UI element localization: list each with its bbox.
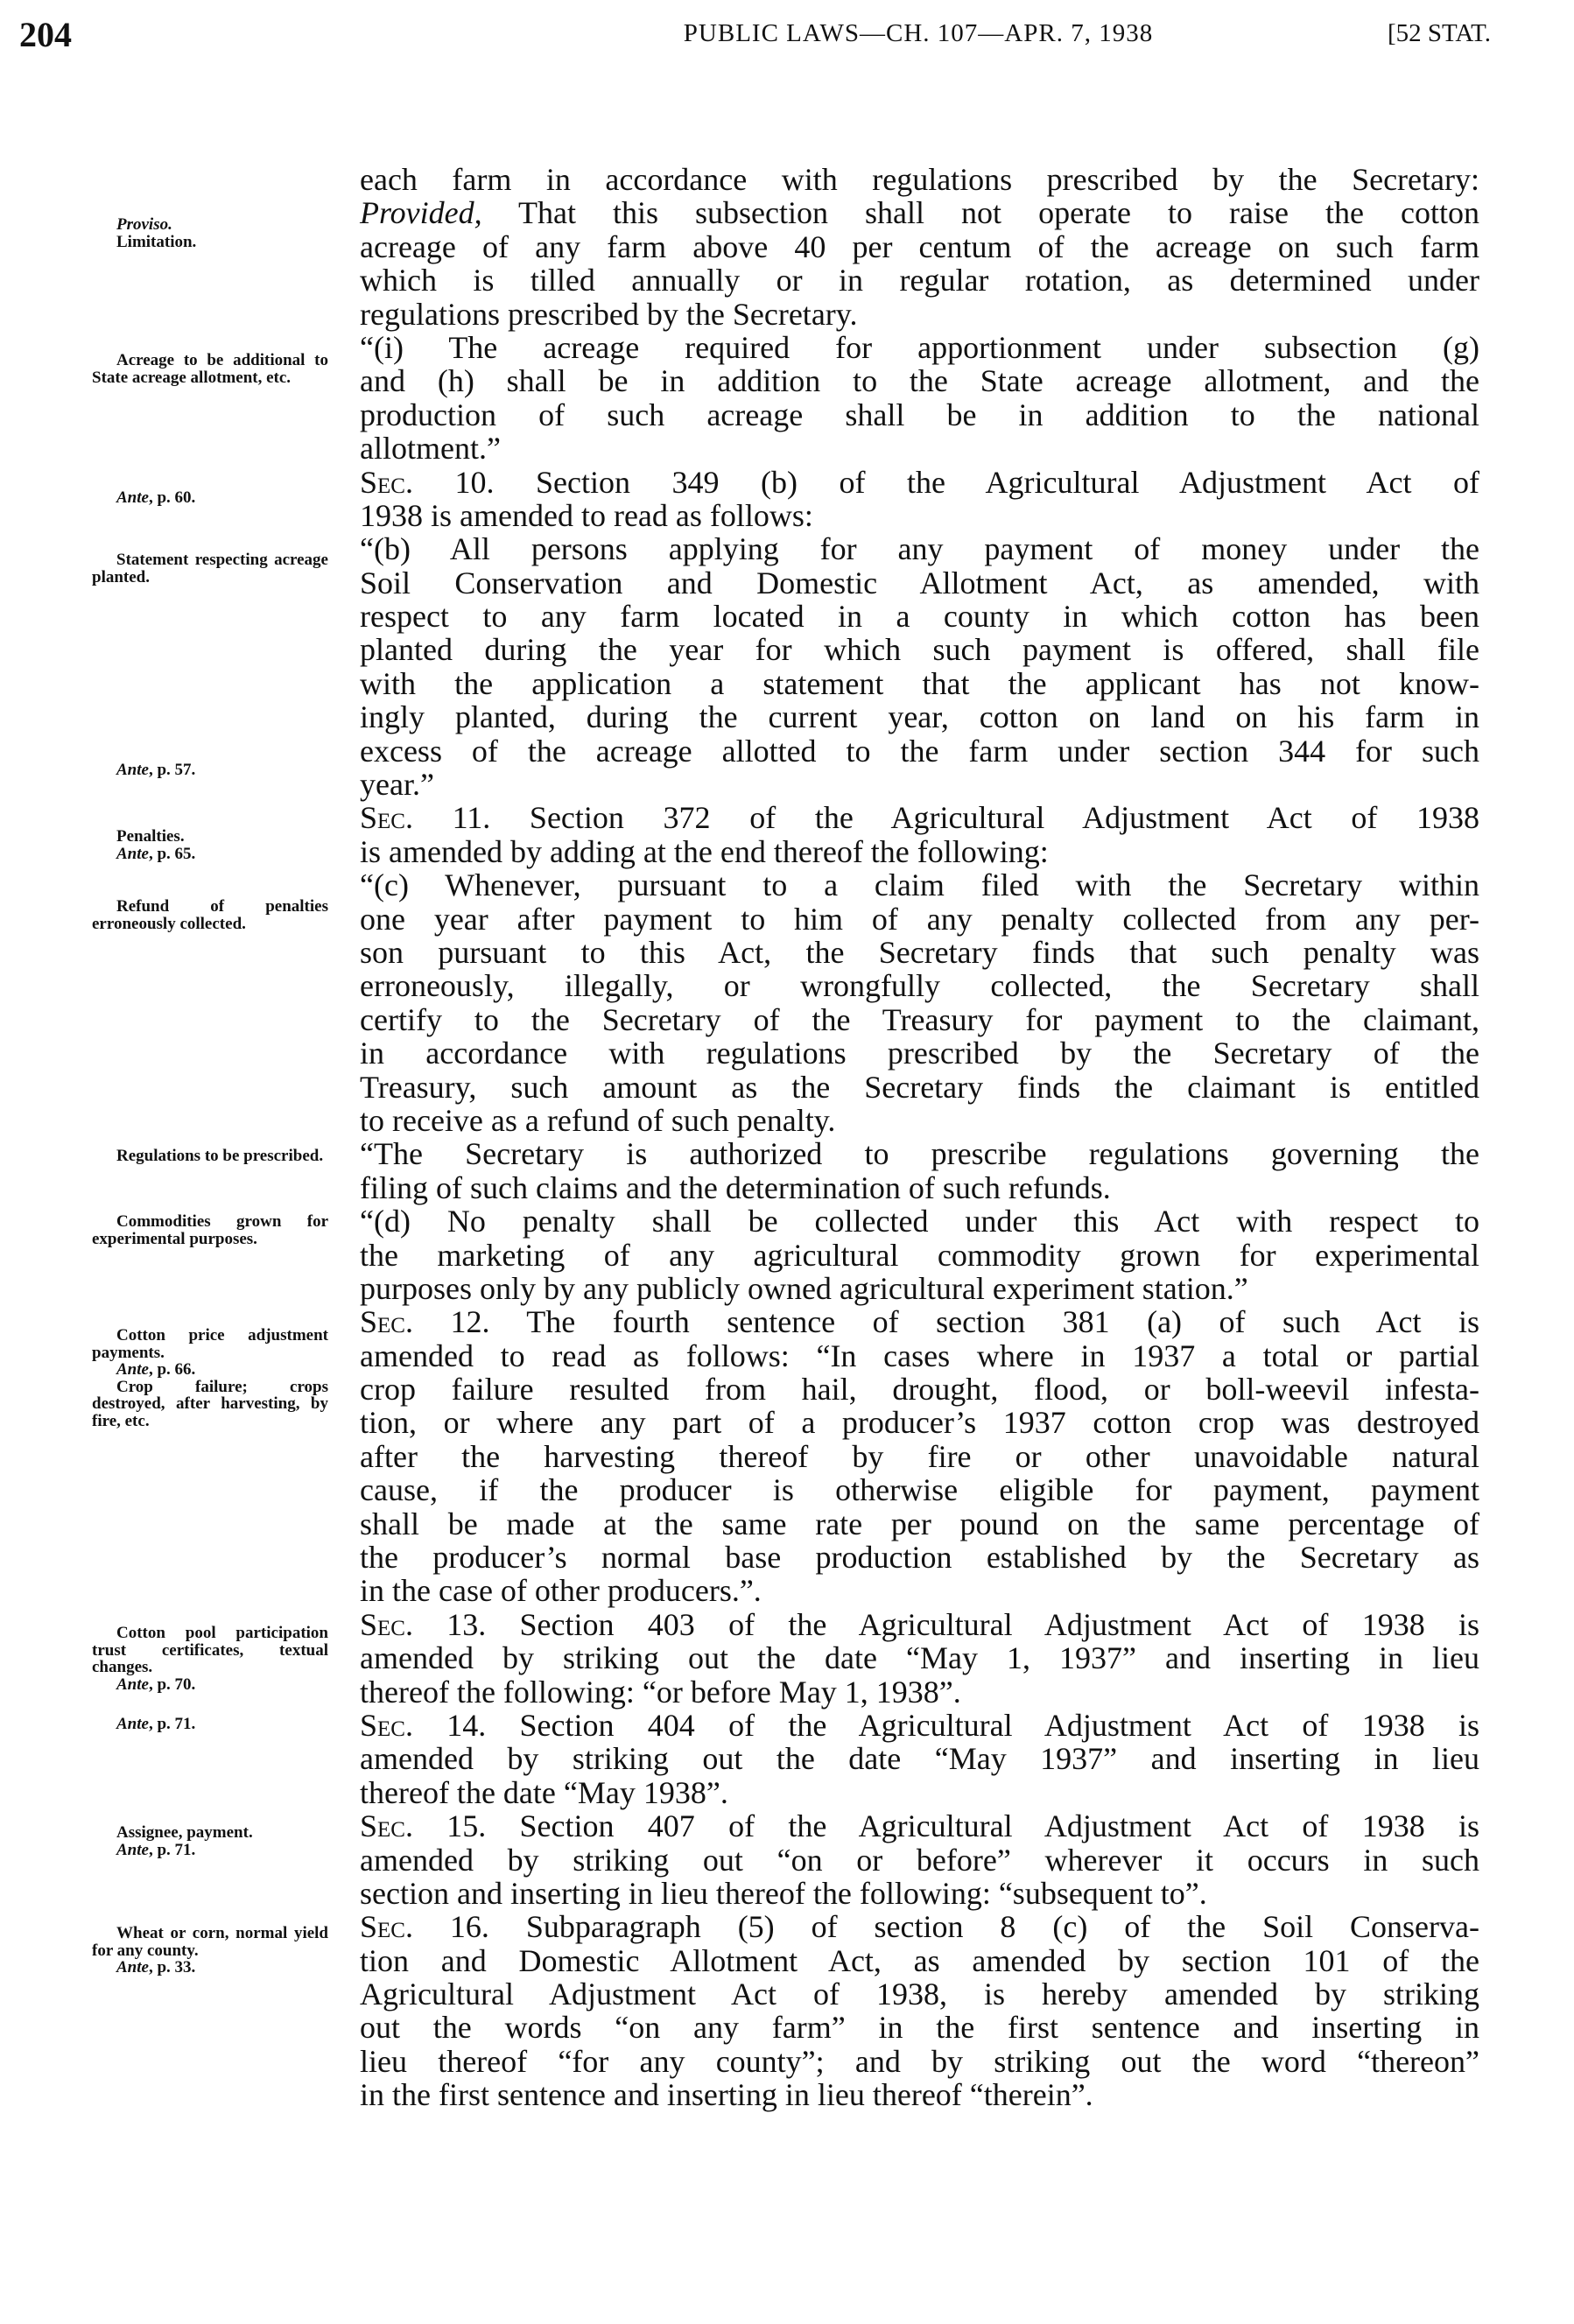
note-text: Cotton price adjustment payments. <box>92 1326 328 1362</box>
text-line: Sec. 11. Section 372 of the Agricultural Adjustment Act of 1938 <box>360 800 1479 836</box>
text-line: in the first sentence and inserting in lieu thereof “therein”. <box>360 2077 1093 2113</box>
text-line: to receive as a refund of such penalty. <box>360 1102 836 1138</box>
text-line: tion and Domestic Allotment Act, as amended by section 101 of the <box>360 1942 1479 1978</box>
section-label: Sec. <box>360 800 413 836</box>
note-text: , p. 60. <box>148 488 196 507</box>
margin-note-ante-71 <box>92 1716 328 1733</box>
note-text: Ante <box>116 1840 149 1859</box>
text-line: with the application a statement that the applicant has not know- <box>360 665 1479 701</box>
text-line: in the case of other producers.”. <box>360 1573 762 1609</box>
text-line: Soil Conservation and Domestic Allotment Act, as amended, with <box>360 565 1479 600</box>
text-line: amended to read as follows: “In cases where in 1937 a total or partial <box>360 1338 1479 1373</box>
text-line: amended by striking out “on or before” wherever it occurs in such <box>360 1842 1479 1878</box>
text-line: out the words “on any farm” in the first sentence and inserting in <box>360 2010 1479 2046</box>
note-text: , p. 33. <box>148 1958 196 1976</box>
margin-note-statement <box>92 551 328 586</box>
text-line: Sec. 15. Section 407 of the Agricultural Adjustment Act of 1938 is <box>360 1808 1479 1844</box>
margin-note-ante-60 <box>92 489 328 507</box>
margin-note-proviso <box>92 216 328 250</box>
margin-note-wheat <box>92 1925 328 1976</box>
text-line: is amended by adding at the end thereof the following: <box>360 833 1049 869</box>
note-text: , p. 71. <box>148 1715 196 1733</box>
text-line: the producer’s normal base production established by the Secretary as <box>360 1540 1479 1576</box>
text-line: Sec. 14. Section 404 of the Agricultural Adjustment Act of 1938 is <box>360 1707 1479 1743</box>
note-text: , p. 71. <box>148 1840 196 1859</box>
note-text: Penalties. <box>116 827 185 846</box>
text-line: which is tilled annually or in regular rotation, as determined under <box>360 263 1479 298</box>
text-line: tion, or where any part of a producer’s 1937 cotton crop was destroyed <box>360 1405 1479 1441</box>
text-line: certify to the Secretary of the Treasury for payment to the claimant, <box>360 1001 1479 1037</box>
text-line: “(b) All persons applying for any payment of money under the <box>360 531 1479 567</box>
text-line: son pursuant to this Act, the Secretary finds that such penalty was <box>360 934 1479 970</box>
text-line: lieu thereof “for any county”; and by striking out the word “thereon” <box>360 2043 1479 2079</box>
note-text: Regulations to be prescribed. <box>116 1147 324 1165</box>
text-line: thereof the following: “or before May 1, 1938”. <box>360 1674 961 1710</box>
note-text: , p. 57. <box>148 761 196 779</box>
text-line: the marketing of any agricultural commodity grown for experimental <box>360 1237 1479 1273</box>
text-line: crop failure resulted from hail, drought, flood, or boll-weevil infesta- <box>360 1372 1479 1408</box>
italic-text: Provided, <box>360 195 482 231</box>
text-line: 1938 is amended to read as follows: <box>360 497 813 533</box>
section-label: Sec. <box>360 1808 413 1844</box>
text-line: Sec. 12. The fourth sentence of section 381 (a) of such Act is <box>360 1304 1479 1340</box>
margin-note-cotton-price <box>92 1327 328 1429</box>
text-line: amended by striking out the date “May 1, 1937” and inserting in lieu <box>360 1640 1479 1676</box>
note-text: Crop failure; crops destroyed, after harvesting, by fire, etc. <box>92 1377 328 1430</box>
note-text: Limitation. <box>116 232 197 251</box>
margin-note-assignee <box>92 1824 328 1858</box>
margin-note-refund <box>92 898 328 932</box>
text-line: amended by striking out the date “May 1937” and inserting in lieu <box>360 1741 1479 1777</box>
text-line: and (h) shall be in addition to the State acreage allotment, and the <box>360 363 1479 399</box>
text-line: year.” <box>360 767 434 803</box>
text-line: Sec. 10. Section 349 (b) of the Agricultural Adjustment Act of <box>360 464 1479 500</box>
note-text: , p. 66. <box>148 1360 196 1379</box>
note-text: Commodities grown for experimental purposes. <box>92 1212 328 1248</box>
note-text: Statement respecting acreage planted. <box>92 551 328 586</box>
text-line: Treasury, such amount as the Secretary finds the claimant is entitled <box>360 1069 1479 1105</box>
text-line: one year after payment to him of any penalty collected from any per- <box>360 901 1479 937</box>
page-number: 204 <box>19 15 72 54</box>
volume-reference: [52 STAT. <box>1388 19 1491 47</box>
note-text: Acreage to be additional to State acreage allotment, etc. <box>92 351 328 387</box>
text-line: allotment.” <box>360 431 501 467</box>
margin-note-acreage <box>92 352 328 386</box>
note-text: Assignee, payment. <box>116 1823 253 1842</box>
note-text: Ante <box>116 761 149 779</box>
note-text: Wheat or corn, normal yield for any county. <box>92 1924 328 1960</box>
text-line: excess of the acreage allotted to the farm under section 344 for such <box>360 733 1479 769</box>
body-text <box>360 163 1479 2112</box>
text-line: production of such acreage shall be in addition to the national <box>360 397 1479 432</box>
note-text: Ante <box>116 1675 149 1694</box>
text-line: cause, if the producer is otherwise eligible for payment, payment <box>360 1472 1479 1508</box>
text-line: thereof the date “May 1938”. <box>360 1774 728 1810</box>
note-text: Ante <box>116 1360 149 1379</box>
text-line: Sec. 13. Section 403 of the Agricultural Adjustment Act of 1938 is <box>360 1606 1479 1642</box>
text-line: Sec. 16. Subparagraph (5) of section 8 (c) of the Soil Conserva- <box>360 1909 1479 1945</box>
text-line: in accordance with regulations prescribed by the Secretary of the <box>360 1036 1479 1071</box>
margin-note-cotton-pool <box>92 1625 328 1693</box>
text-line: “(c) Whenever, pursuant to a claim filed with the Secretary within <box>360 867 1479 903</box>
running-head: PUBLIC LAWS—CH. 107—APR. 7, 1938 <box>683 19 1154 47</box>
text-line: planted during the year for which such payment is offered, shall file <box>360 632 1479 668</box>
text-line: erroneously, illegally, or wrongfully collected, the Secretary shall <box>360 968 1479 1004</box>
text-line: acreage of any farm above 40 per centum of the acreage on such farm <box>360 228 1479 264</box>
text-line: Agricultural Adjustment Act of 1938, is hereby amended by striking <box>360 1976 1479 2012</box>
text-line: Provided, That this subsection shall not operate to raise the cotton <box>360 195 1479 231</box>
section-label: Sec. <box>360 464 413 500</box>
margin-note-ante-57 <box>92 762 328 779</box>
note-text: Ante <box>116 844 149 863</box>
text-line: after the harvesting thereof by fire or other unavoidable natural <box>360 1438 1479 1474</box>
text-line: shall be made at the same rate per pound on the same percentage of <box>360 1506 1479 1541</box>
note-text: Cotton pool participation trust certificates, textual changes. <box>92 1624 328 1676</box>
note-text: Ante <box>116 488 149 507</box>
section-label: Sec. <box>360 1304 413 1340</box>
text-line: ingly planted, during the current year, cotton on land on his farm in <box>360 699 1479 735</box>
note-text: Proviso. <box>116 215 172 234</box>
note-text: Refund of penalties erroneously collected. <box>92 897 328 933</box>
margin-note-commodities <box>92 1213 328 1247</box>
text-line: respect to any farm located in a county in which cotton has been <box>360 599 1479 635</box>
note-text: Ante <box>116 1715 149 1733</box>
text-line: regulations prescribed by the Secretary. <box>360 296 858 332</box>
text-line: each farm in accordance with regulations prescribed by the Secretary: <box>360 162 1479 197</box>
text-line: purposes only by any publicly owned agricultural experiment station.” <box>360 1270 1248 1306</box>
text-line: “(i) The acreage required for apportionment under subsection (g) <box>360 329 1479 365</box>
note-text: , p. 65. <box>148 844 196 863</box>
section-label: Sec. <box>360 1606 413 1642</box>
section-label: Sec. <box>360 1909 413 1945</box>
text-line: “The Secretary is authorized to prescribe regulations governing the <box>360 1136 1479 1172</box>
section-label: Sec. <box>360 1707 413 1743</box>
margin-note-penalties <box>92 828 328 862</box>
text-line: “(d) No penalty shall be collected under this Act with respect to <box>360 1204 1479 1239</box>
note-text: Ante <box>116 1958 149 1976</box>
text-line: filing of such claims and the determination of such refunds. <box>360 1169 1111 1205</box>
margin-note-regulations <box>92 1148 328 1165</box>
note-text: , p. 70. <box>148 1675 196 1694</box>
text-line: section and inserting in lieu thereof the following: “subsequent to”. <box>360 1875 1207 1911</box>
